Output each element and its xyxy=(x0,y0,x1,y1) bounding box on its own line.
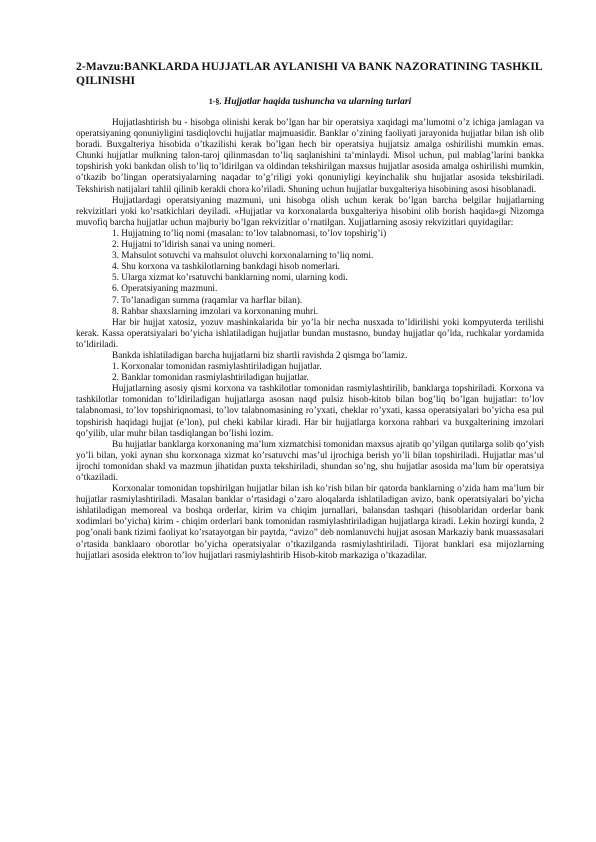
list-item: 4. Shu korxona va tashkilotlarning bankdagi hisob nomerlari. xyxy=(112,262,340,273)
list-item: 8. Rahbar shaxslarning imzolari va korxonaning muhri. xyxy=(112,306,319,317)
list-item: 5. Ularga xizmat ko’rsatuvchi banklarning nomi, ularning kodi. xyxy=(112,273,348,284)
document-page xyxy=(76,60,544,562)
requisites-list xyxy=(76,229,544,318)
list-item: 6. Operatsiyaning mazmuni. xyxy=(112,284,218,295)
paragraph-6: Bu hujjatlar banklarga korxonaning ma’lum xizmatchisi tomonidan maxsus ajratib qo’yilgan qutilarga solib qo’yish yo’li bilan, yoki aynan shu korxonaga xizmat ko’rsatuvchi mas’ul ijrochiga berish yo’li bilan topshiriladi. Hujjatlar mas’ul ijrochi tomonidan shakl va mazmun jihatidan puxta tekshiriladi, shundan so’ng, shu hujjatlar asosida ma’lum bir operatsiya o’tkaziladi. xyxy=(76,439,544,483)
list-item: 3. Mahsulot sotuvchi va mahsulot oluvchi korxonalarning to’liq nomi. xyxy=(112,251,374,262)
list-item: 1. Hujjatning to’liq nomi (masalan: to’lov talabnomasi, to’lov topshirig’i) xyxy=(112,228,387,239)
paragraph-3: Har bir hujjat xatosiz, yozuv mashinkalarida bir yo’la bir necha nusxada to’ldirilishi yoki kompyuterda terilishi kerak. Kassa operatsiyalari bo’yicha ishlatiladigan hujjatlar bundan mustasno, bunday hujjatlar qo’lda, ruchkalar yordamida to’ldiriladi. xyxy=(76,317,544,350)
paragraph-2: Hujjatlardagi operatsiyaning mazmuni, uni hisobga olish uchun kerak bo’lgan barcha belgilar hujjatlarning rekvizitlari yoki ko’rsatkichlari deyiladi. «Hujjatlar va korxonalarda buxgalteriya hisobini olib borish haqida»gi Nizomga muvofiq barcha hujjatlar uchun majburiy bo’lgan rekvizitlar o’rnatilgan. Xujjatlarning asosiy rekvizitlari quyidagilar: xyxy=(76,195,544,228)
paragraph-1: Hujjatlashtirish bu - hisobga olinishi kerak bo’lgan har bir operatsiya xaqidagi ma’lumotni o’z ichiga jamlagan va operatsiyaning qonuniyligini tasdiqlovchi hujjatlar majmuasidir. Banklar o’zining faoliyati jarayonida hujjatlar bilan ish olib boradi. Buxgalteriya hisobida o’tkazilishi kerak bo’lgan hech bir operatsiya hujjatsiz amalga oshirilishi mumkin emas. Chunki hujjatlar mulkning talon-taroj qilinmasdan to’liq saqlanishini ta’minlaydi. Misol uchun, pul mablag’larini bankka topshirish yoki bankdan olish to’liq to’ldirilgan va oldindan tekshirilgan maxsus hujjatlar asosida amalga oshirilishi mumkin, o’tkazib bo’lingan operatsiyalarning naqadar to’g’riligi yoki qonuniyligi keyinchalik shu hujjatlar asosida tekshiriladi. Tekshirish natijalari tahlil qilinib kerakli chora ko’riladi. Shuning uchun hujjatlar buxgalteriya hisobining asosi hisoblanadi. xyxy=(76,118,544,195)
paragraph-7: Korxonalar tomonidan topshirilgan hujjatlar bilan ish ko’rish bilan bir qatorda banklarning o’zida ham ma’lum bir hujjatlar rasmiylashtiriladi. Masalan banklar o’rtasidagi o’zaro aloqalarda ishlatiladigan avizo, bank operatsiyalari bo’yicha ishlatiladigan memoreal va boshqa orderlar, kirim va chiqim jurnallari, balansdan tashqari (hisoblaridan orderlar bank xodimlari bo’yicha) kirim - chiqim orderlari bank tomonidan rasmiylashtiriladigan hujjatlarga kiradi. Lekin hozirgi kunda, 2 pog’onali bank tizimi faoliyat ko’rsatayotgan bir paytda, “avizo” deb nomlanuvchi hujjat asosan Markaziy bank muassasalari o’rtasida banklaaro oborotlar bo’yicha operatsiyalar o’tkazilganda rasmiylashtiriladi. Tijorat banklari esa mijozlarning hujjatlari asosida elektron to’lov hujjatlari rasmiylashtirib Hisob-kitob markaziga o’tkazadilar. xyxy=(76,484,544,561)
list-item: 2. Banklar tomonidan rasmiylashtiriladigan hujjatlar. xyxy=(112,373,309,384)
document-groups-list xyxy=(76,362,544,384)
paragraph-4: Bankda ishlatiladigan barcha hujjatlarni biz shartli ravishda 2 qismga bo’lamiz. xyxy=(112,350,408,361)
section-heading xyxy=(76,96,544,108)
section-title: Hujjatlar haqida tushuncha va ularning turlari xyxy=(221,96,412,107)
section-number: 1-§. xyxy=(208,97,222,106)
document-title: 2-Mavzu:BANKLARDA HUJJATLAR AYLANISHI VA BANK NAZORATINING TASHKIL QILINISHI xyxy=(76,60,543,87)
list-item: 1. Korxonalar tomonidan rasmiylashtiriladigan hujjatlar. xyxy=(112,362,322,373)
list-item: 7. To’lanadigan summa (raqamlar va harflar bilan). xyxy=(112,295,303,306)
list-item: 2. Hujjatni to’ldirish sanai va uning nomeri. xyxy=(112,240,276,251)
paragraph-5: Hujjatlarning asosiy qismi korxona va tashkilotlar tomonidan rasmiylashtirilib, banklarga topshiriladi. Korxona va tashkilotlar tomonidan to’ldiriladigan hujjatlarga asosan naqd pulsiz hisob-kitob bilan bog’liq bo’lgan hujjatlar: to’lov talabnomasi, to’lov topshiriqnomasi, to’lov talabnomasining ro’yxati, cheklar ro’yxati, kassa operatsiyalari bo’yicha esa pul topshirish haqidagi hujjat (e’lon), pul cheki kabilar kiradi. Har bir hujjatlarga korxona rahbari va buxgalterining imzolari qo’yilib, ular muhr bilan tasdiqlangan bo’lishi lozim. xyxy=(76,384,544,439)
